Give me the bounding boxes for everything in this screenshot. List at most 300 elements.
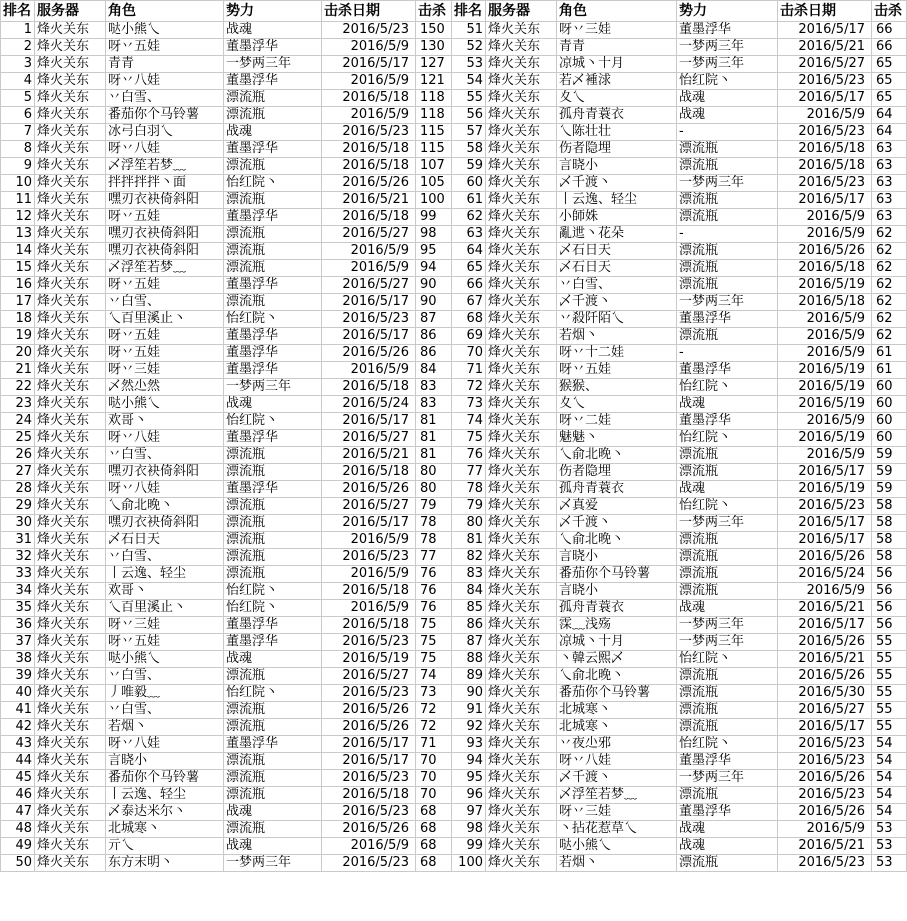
cell-kill-date[interactable]: 2016/5/9: [322, 362, 416, 379]
cell-rank[interactable]: 22: [1, 379, 35, 396]
cell-rank[interactable]: 99: [452, 838, 486, 855]
cell-rank[interactable]: 59: [452, 158, 486, 175]
cell-kill-date[interactable]: 2016/5/17: [778, 515, 872, 532]
cell-kill-date[interactable]: 2016/5/26: [322, 175, 416, 192]
cell-rank[interactable]: 30: [1, 515, 35, 532]
header-kill-date[interactable]: 击杀日期: [778, 1, 872, 22]
cell-character[interactable]: 哒小熊乀: [106, 651, 224, 668]
cell-kills[interactable]: 90: [416, 294, 452, 311]
cell-rank[interactable]: 95: [452, 770, 486, 787]
cell-rank[interactable]: 61: [452, 192, 486, 209]
cell-faction[interactable]: 怡红院丶: [677, 498, 778, 515]
cell-faction[interactable]: 漂流瓶: [224, 770, 322, 787]
cell-server[interactable]: 烽火关东: [35, 532, 106, 549]
cell-kills[interactable]: 55: [872, 651, 907, 668]
cell-kills[interactable]: 62: [872, 311, 907, 328]
cell-rank[interactable]: 70: [452, 345, 486, 362]
cell-rank[interactable]: 11: [1, 192, 35, 209]
cell-faction[interactable]: 漂流瓶: [224, 719, 322, 736]
cell-faction[interactable]: 漂流瓶: [677, 787, 778, 804]
cell-server[interactable]: 烽火关东: [486, 260, 557, 277]
cell-kills[interactable]: 87: [416, 311, 452, 328]
header-server[interactable]: 服务器: [486, 1, 557, 22]
cell-faction[interactable]: 漂流瓶: [224, 702, 322, 719]
cell-faction[interactable]: 漂流瓶: [224, 192, 322, 209]
cell-server[interactable]: 烽火关东: [486, 770, 557, 787]
cell-faction[interactable]: 战魂: [677, 821, 778, 838]
cell-character[interactable]: 丷白雪、: [106, 447, 224, 464]
header-kills[interactable]: 击杀: [416, 1, 452, 22]
cell-kill-date[interactable]: 2016/5/17: [778, 617, 872, 634]
cell-faction[interactable]: 一梦两三年: [677, 294, 778, 311]
cell-character[interactable]: 拌拌拌拌丶面: [106, 175, 224, 192]
cell-character[interactable]: 欢哥丶: [106, 413, 224, 430]
cell-faction[interactable]: 漂流瓶: [677, 719, 778, 736]
cell-rank[interactable]: 41: [1, 702, 35, 719]
cell-server[interactable]: 烽火关东: [486, 243, 557, 260]
cell-kills[interactable]: 60: [872, 430, 907, 447]
cell-kill-date[interactable]: 2016/5/19: [778, 430, 872, 447]
cell-rank[interactable]: 42: [1, 719, 35, 736]
cell-kill-date[interactable]: 2016/5/19: [778, 379, 872, 396]
cell-faction[interactable]: 漂流瓶: [224, 787, 322, 804]
cell-character[interactable]: 呀丷八娃: [106, 73, 224, 90]
cell-rank[interactable]: 39: [1, 668, 35, 685]
cell-server[interactable]: 烽火关东: [35, 192, 106, 209]
cell-kills[interactable]: 72: [416, 702, 452, 719]
cell-kill-date[interactable]: 2016/5/23: [322, 804, 416, 821]
cell-rank[interactable]: 72: [452, 379, 486, 396]
cell-rank[interactable]: 26: [1, 447, 35, 464]
cell-rank[interactable]: 19: [1, 328, 35, 345]
cell-kills[interactable]: 65: [872, 56, 907, 73]
cell-kills[interactable]: 61: [872, 345, 907, 362]
cell-kills[interactable]: 121: [416, 73, 452, 90]
cell-rank[interactable]: 65: [452, 260, 486, 277]
cell-server[interactable]: 烽火关东: [35, 719, 106, 736]
cell-character[interactable]: 呀丷八娃: [106, 736, 224, 753]
cell-faction[interactable]: 漂流瓶: [224, 243, 322, 260]
cell-kills[interactable]: 118: [416, 90, 452, 107]
cell-character[interactable]: 番茄你个马铃薯: [106, 770, 224, 787]
cell-faction[interactable]: 漂流瓶: [677, 566, 778, 583]
cell-rank[interactable]: 93: [452, 736, 486, 753]
cell-character[interactable]: 哒小熊乀: [557, 838, 677, 855]
cell-kill-date[interactable]: 2016/5/18: [322, 158, 416, 175]
cell-character[interactable]: 亂迣丶花朵: [557, 226, 677, 243]
cell-rank[interactable]: 14: [1, 243, 35, 260]
cell-kill-date[interactable]: 2016/5/23: [322, 124, 416, 141]
cell-character[interactable]: 嘿刃衣袂倚斜阳: [106, 243, 224, 260]
cell-character[interactable]: 呀丷二娃: [557, 413, 677, 430]
cell-rank[interactable]: 18: [1, 311, 35, 328]
cell-server[interactable]: 烽火关东: [35, 634, 106, 651]
cell-character[interactable]: 霂﹏浅殇: [557, 617, 677, 634]
cell-server[interactable]: 烽火关东: [486, 345, 557, 362]
cell-character[interactable]: 呀丷十二娃: [557, 345, 677, 362]
cell-kills[interactable]: 127: [416, 56, 452, 73]
cell-server[interactable]: 烽火关东: [35, 515, 106, 532]
cell-kill-date[interactable]: 2016/5/26: [322, 481, 416, 498]
cell-server[interactable]: 烽火关东: [486, 838, 557, 855]
cell-rank[interactable]: 1: [1, 22, 35, 39]
cell-server[interactable]: 烽火关东: [35, 753, 106, 770]
cell-kills[interactable]: 99: [416, 209, 452, 226]
cell-server[interactable]: 烽火关东: [35, 821, 106, 838]
cell-kill-date[interactable]: 2016/5/9: [778, 413, 872, 430]
cell-server[interactable]: 烽火关东: [35, 447, 106, 464]
cell-kills[interactable]: 68: [416, 838, 452, 855]
cell-kill-date[interactable]: 2016/5/18: [778, 158, 872, 175]
cell-character[interactable]: 北城寒丶: [106, 821, 224, 838]
cell-character[interactable]: 番茄你个马铃薯: [106, 107, 224, 124]
cell-faction[interactable]: 战魂: [677, 107, 778, 124]
cell-server[interactable]: 烽火关东: [35, 583, 106, 600]
cell-character[interactable]: 乄石日天: [106, 532, 224, 549]
cell-kills[interactable]: 74: [416, 668, 452, 685]
cell-character[interactable]: 呀丷三娃: [106, 362, 224, 379]
cell-rank[interactable]: 29: [1, 498, 35, 515]
cell-kills[interactable]: 63: [872, 158, 907, 175]
cell-rank[interactable]: 9: [1, 158, 35, 175]
cell-kill-date[interactable]: 2016/5/27: [322, 277, 416, 294]
cell-faction[interactable]: 战魂: [224, 651, 322, 668]
cell-server[interactable]: 烽火关东: [35, 464, 106, 481]
cell-server[interactable]: 烽火关东: [486, 498, 557, 515]
cell-kill-date[interactable]: 2016/5/26: [778, 668, 872, 685]
cell-character[interactable]: 凉城丶十月: [557, 56, 677, 73]
cell-rank[interactable]: 97: [452, 804, 486, 821]
cell-faction[interactable]: 漂流瓶: [224, 515, 322, 532]
cell-kill-date[interactable]: 2016/5/23: [322, 22, 416, 39]
cell-rank[interactable]: 60: [452, 175, 486, 192]
cell-faction[interactable]: 战魂: [224, 838, 322, 855]
cell-kills[interactable]: 75: [416, 617, 452, 634]
cell-kill-date[interactable]: 2016/5/18: [322, 379, 416, 396]
cell-faction[interactable]: 董墨浮华: [224, 634, 322, 651]
cell-kill-date[interactable]: 2016/5/9: [778, 821, 872, 838]
cell-rank[interactable]: 40: [1, 685, 35, 702]
cell-character[interactable]: 番茄你个马铃薯: [557, 685, 677, 702]
cell-rank[interactable]: 27: [1, 464, 35, 481]
cell-rank[interactable]: 52: [452, 39, 486, 56]
cell-kills[interactable]: 60: [872, 379, 907, 396]
cell-faction[interactable]: 战魂: [224, 804, 322, 821]
cell-character[interactable]: 呀丷五娃: [106, 345, 224, 362]
cell-server[interactable]: 烽火关东: [486, 566, 557, 583]
cell-kill-date[interactable]: 2016/5/24: [322, 396, 416, 413]
cell-kill-date[interactable]: 2016/5/9: [322, 39, 416, 56]
cell-character[interactable]: 北城寒丶: [557, 702, 677, 719]
cell-character[interactable]: 欢哥丶: [106, 583, 224, 600]
cell-character[interactable]: 丷白雪、: [106, 294, 224, 311]
cell-kill-date[interactable]: 2016/5/18: [322, 583, 416, 600]
cell-rank[interactable]: 34: [1, 583, 35, 600]
cell-kill-date[interactable]: 2016/5/23: [778, 124, 872, 141]
cell-kills[interactable]: 63: [872, 175, 907, 192]
cell-kills[interactable]: 61: [872, 362, 907, 379]
cell-server[interactable]: 烽火关东: [486, 73, 557, 90]
cell-character[interactable]: 乀俞北晚丶: [557, 668, 677, 685]
cell-faction[interactable]: 怡红院丶: [677, 736, 778, 753]
cell-server[interactable]: 烽火关东: [35, 549, 106, 566]
cell-rank[interactable]: 6: [1, 107, 35, 124]
cell-kill-date[interactable]: 2016/5/23: [322, 685, 416, 702]
cell-kill-date[interactable]: 2016/5/9: [322, 838, 416, 855]
cell-rank[interactable]: 17: [1, 294, 35, 311]
cell-kills[interactable]: 58: [872, 532, 907, 549]
cell-faction[interactable]: 漂流瓶: [224, 107, 322, 124]
cell-kill-date[interactable]: 2016/5/9: [322, 600, 416, 617]
cell-server[interactable]: 烽火关东: [35, 158, 106, 175]
cell-kills[interactable]: 76: [416, 600, 452, 617]
cell-kills[interactable]: 65: [872, 90, 907, 107]
cell-rank[interactable]: 50: [1, 855, 35, 872]
cell-rank[interactable]: 58: [452, 141, 486, 158]
cell-server[interactable]: 烽火关东: [486, 56, 557, 73]
cell-faction[interactable]: 漂流瓶: [677, 549, 778, 566]
cell-faction[interactable]: 漂流瓶: [677, 668, 778, 685]
cell-server[interactable]: 烽火关东: [35, 430, 106, 447]
cell-server[interactable]: 烽火关东: [486, 685, 557, 702]
cell-character[interactable]: 哒小熊乀: [106, 22, 224, 39]
cell-kill-date[interactable]: 2016/5/26: [778, 634, 872, 651]
cell-kill-date[interactable]: 2016/5/24: [778, 566, 872, 583]
cell-faction[interactable]: 董墨浮华: [224, 209, 322, 226]
cell-kill-date[interactable]: 2016/5/17: [322, 736, 416, 753]
cell-server[interactable]: 烽火关东: [486, 804, 557, 821]
cell-kill-date[interactable]: 2016/5/9: [778, 328, 872, 345]
cell-kills[interactable]: 60: [872, 396, 907, 413]
cell-kills[interactable]: 56: [872, 566, 907, 583]
cell-server[interactable]: 烽火关东: [35, 838, 106, 855]
cell-kill-date[interactable]: 2016/5/17: [322, 328, 416, 345]
cell-kills[interactable]: 65: [872, 73, 907, 90]
cell-server[interactable]: 烽火关东: [35, 702, 106, 719]
cell-rank[interactable]: 46: [1, 787, 35, 804]
cell-rank[interactable]: 51: [452, 22, 486, 39]
cell-rank[interactable]: 64: [452, 243, 486, 260]
cell-kill-date[interactable]: 2016/5/26: [322, 345, 416, 362]
cell-rank[interactable]: 12: [1, 209, 35, 226]
cell-rank[interactable]: 28: [1, 481, 35, 498]
cell-rank[interactable]: 10: [1, 175, 35, 192]
cell-rank[interactable]: 96: [452, 787, 486, 804]
cell-kill-date[interactable]: 2016/5/26: [322, 719, 416, 736]
cell-rank[interactable]: 33: [1, 566, 35, 583]
cell-character[interactable]: 乀陈壮壮: [557, 124, 677, 141]
cell-server[interactable]: 烽火关东: [486, 362, 557, 379]
cell-character[interactable]: 丷殺阡陌乀: [557, 311, 677, 328]
cell-kills[interactable]: 86: [416, 345, 452, 362]
cell-rank[interactable]: 73: [452, 396, 486, 413]
cell-character[interactable]: 乀俞北晚丶: [557, 447, 677, 464]
cell-kill-date[interactable]: 2016/5/19: [778, 481, 872, 498]
cell-kills[interactable]: 130: [416, 39, 452, 56]
cell-character[interactable]: 乄真爱: [557, 498, 677, 515]
cell-server[interactable]: 烽火关东: [486, 277, 557, 294]
cell-kills[interactable]: 75: [416, 634, 452, 651]
cell-kill-date[interactable]: 2016/5/9: [778, 583, 872, 600]
cell-faction[interactable]: 漂流瓶: [677, 260, 778, 277]
cell-rank[interactable]: 8: [1, 141, 35, 158]
cell-kills[interactable]: 71: [416, 736, 452, 753]
cell-character[interactable]: 孤舟青蓑衣: [557, 107, 677, 124]
cell-server[interactable]: 烽火关东: [486, 719, 557, 736]
cell-character[interactable]: 北城寒丶: [557, 719, 677, 736]
cell-kills[interactable]: 54: [872, 753, 907, 770]
cell-faction[interactable]: 漂流瓶: [224, 753, 322, 770]
cell-faction[interactable]: 董墨浮华: [224, 617, 322, 634]
cell-kill-date[interactable]: 2016/5/26: [778, 243, 872, 260]
cell-kill-date[interactable]: 2016/5/21: [322, 192, 416, 209]
cell-kills[interactable]: 54: [872, 787, 907, 804]
cell-kill-date[interactable]: 2016/5/17: [322, 753, 416, 770]
cell-kill-date[interactable]: 2016/5/18: [322, 90, 416, 107]
cell-character[interactable]: 乄浮笙若梦﹏: [106, 158, 224, 175]
cell-character[interactable]: 丷白雪、: [106, 702, 224, 719]
cell-kills[interactable]: 53: [872, 838, 907, 855]
cell-faction[interactable]: 漂流瓶: [224, 464, 322, 481]
cell-server[interactable]: 烽火关东: [35, 617, 106, 634]
cell-server[interactable]: 烽火关东: [35, 56, 106, 73]
cell-faction[interactable]: 漂流瓶: [677, 702, 778, 719]
cell-rank[interactable]: 23: [1, 396, 35, 413]
cell-kill-date[interactable]: 2016/5/23: [778, 73, 872, 90]
cell-server[interactable]: 烽火关东: [35, 600, 106, 617]
cell-server[interactable]: 烽火关东: [35, 685, 106, 702]
cell-rank[interactable]: 53: [452, 56, 486, 73]
cell-faction[interactable]: 漂流瓶: [224, 447, 322, 464]
cell-server[interactable]: 烽火关东: [486, 583, 557, 600]
cell-kills[interactable]: 77: [416, 549, 452, 566]
cell-kills[interactable]: 55: [872, 685, 907, 702]
cell-kill-date[interactable]: 2016/5/26: [322, 702, 416, 719]
cell-server[interactable]: 烽火关东: [486, 617, 557, 634]
cell-kill-date[interactable]: 2016/5/26: [778, 549, 872, 566]
cell-faction[interactable]: 怡红院丶: [677, 379, 778, 396]
cell-kills[interactable]: 80: [416, 481, 452, 498]
cell-kills[interactable]: 62: [872, 328, 907, 345]
cell-kill-date[interactable]: 2016/5/18: [778, 141, 872, 158]
cell-kills[interactable]: 115: [416, 124, 452, 141]
cell-server[interactable]: 烽火关东: [35, 362, 106, 379]
cell-character[interactable]: 呀丷五娃: [106, 39, 224, 56]
cell-character[interactable]: 亓乀: [106, 838, 224, 855]
cell-character[interactable]: 丨云逸、轻尘: [557, 192, 677, 209]
cell-faction[interactable]: 怡红院丶: [677, 430, 778, 447]
cell-character[interactable]: 伤者隐埋: [557, 464, 677, 481]
cell-kill-date[interactable]: 2016/5/23: [778, 498, 872, 515]
cell-rank[interactable]: 57: [452, 124, 486, 141]
cell-kill-date[interactable]: 2016/5/17: [778, 90, 872, 107]
cell-kill-date[interactable]: 2016/5/17: [322, 413, 416, 430]
cell-rank[interactable]: 25: [1, 430, 35, 447]
cell-kill-date[interactable]: 2016/5/23: [778, 175, 872, 192]
cell-character[interactable]: 孤舟青蓑衣: [557, 600, 677, 617]
cell-character[interactable]: 番茄你个马铃薯: [557, 566, 677, 583]
cell-kills[interactable]: 81: [416, 447, 452, 464]
cell-kills[interactable]: 66: [872, 39, 907, 56]
header-kills[interactable]: 击杀: [872, 1, 907, 22]
cell-kills[interactable]: 79: [416, 498, 452, 515]
cell-kill-date[interactable]: 2016/5/23: [778, 736, 872, 753]
cell-faction[interactable]: 漂流瓶: [677, 464, 778, 481]
cell-faction[interactable]: 漂流瓶: [677, 583, 778, 600]
cell-faction[interactable]: 一梦两三年: [224, 379, 322, 396]
cell-character[interactable]: 言晓小: [557, 583, 677, 600]
cell-server[interactable]: 烽火关东: [35, 90, 106, 107]
cell-kill-date[interactable]: 2016/5/23: [322, 855, 416, 872]
cell-faction[interactable]: 怡红院丶: [677, 73, 778, 90]
cell-rank[interactable]: 38: [1, 651, 35, 668]
cell-rank[interactable]: 90: [452, 685, 486, 702]
cell-rank[interactable]: 32: [1, 549, 35, 566]
cell-kills[interactable]: 58: [872, 549, 907, 566]
cell-kill-date[interactable]: 2016/5/23: [322, 549, 416, 566]
cell-kills[interactable]: 70: [416, 770, 452, 787]
cell-character[interactable]: 嘿刃衣袂倚斜阳: [106, 464, 224, 481]
cell-character[interactable]: 呀丷五娃: [557, 362, 677, 379]
cell-server[interactable]: 烽火关东: [486, 209, 557, 226]
cell-kills[interactable]: 84: [416, 362, 452, 379]
cell-character[interactable]: 东方末明丶: [106, 855, 224, 872]
cell-character[interactable]: 夊乀: [557, 90, 677, 107]
cell-kills[interactable]: 100: [416, 192, 452, 209]
cell-faction[interactable]: -: [677, 226, 778, 243]
cell-server[interactable]: 烽火关东: [35, 651, 106, 668]
cell-faction[interactable]: 董墨浮华: [677, 804, 778, 821]
cell-server[interactable]: 烽火关东: [486, 413, 557, 430]
header-character[interactable]: 角色: [557, 1, 677, 22]
cell-kills[interactable]: 62: [872, 226, 907, 243]
cell-faction[interactable]: 漂流瓶: [677, 277, 778, 294]
cell-kills[interactable]: 68: [416, 821, 452, 838]
cell-faction[interactable]: 董墨浮华: [677, 753, 778, 770]
cell-faction[interactable]: 战魂: [677, 600, 778, 617]
cell-kills[interactable]: 70: [416, 753, 452, 770]
cell-kill-date[interactable]: 2016/5/26: [322, 821, 416, 838]
cell-server[interactable]: 烽火关东: [35, 226, 106, 243]
cell-faction[interactable]: 董墨浮华: [224, 430, 322, 447]
cell-faction[interactable]: 战魂: [677, 90, 778, 107]
header-faction[interactable]: 势力: [224, 1, 322, 22]
cell-kill-date[interactable]: 2016/5/21: [778, 651, 872, 668]
header-rank[interactable]: 排名: [1, 1, 35, 22]
cell-kill-date[interactable]: 2016/5/23: [322, 634, 416, 651]
cell-character[interactable]: 乄千渡丶: [557, 515, 677, 532]
cell-kill-date[interactable]: 2016/5/9: [778, 107, 872, 124]
cell-faction[interactable]: 怡红院丶: [224, 583, 322, 600]
cell-kill-date[interactable]: 2016/5/21: [778, 838, 872, 855]
cell-kills[interactable]: 90: [416, 277, 452, 294]
cell-server[interactable]: 烽火关东: [486, 855, 557, 872]
cell-faction[interactable]: 一梦两三年: [677, 770, 778, 787]
cell-rank[interactable]: 67: [452, 294, 486, 311]
cell-kills[interactable]: 78: [416, 515, 452, 532]
cell-character[interactable]: 小師姝: [557, 209, 677, 226]
cell-kills[interactable]: 59: [872, 481, 907, 498]
cell-faction[interactable]: 董墨浮华: [677, 413, 778, 430]
cell-rank[interactable]: 100: [452, 855, 486, 872]
header-kill-date[interactable]: 击杀日期: [322, 1, 416, 22]
cell-faction[interactable]: 漂流瓶: [224, 260, 322, 277]
cell-server[interactable]: 烽火关东: [35, 107, 106, 124]
cell-character[interactable]: 丶拈花惹草乀: [557, 821, 677, 838]
header-character[interactable]: 角色: [106, 1, 224, 22]
cell-server[interactable]: 烽火关东: [486, 328, 557, 345]
cell-server[interactable]: 烽火关东: [486, 481, 557, 498]
